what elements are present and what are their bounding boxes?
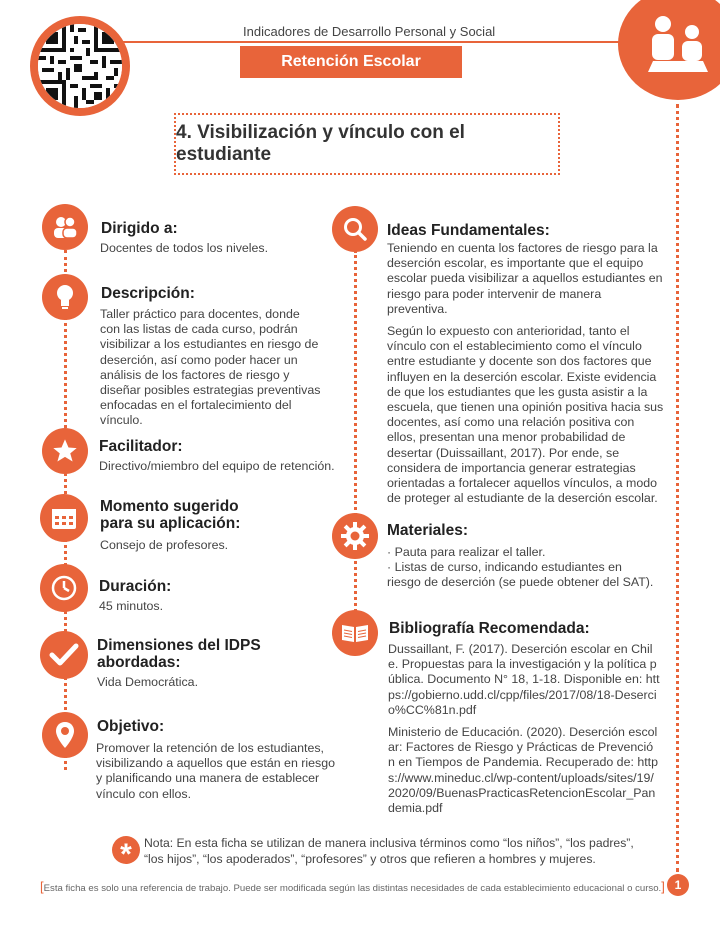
momento-body: Consejo de profesores. (100, 538, 229, 552)
dirigido-title: Dirigido a: (101, 220, 178, 237)
note-line-1: Nota: En esta ficha se utilizan de manera inclusiva términos como “los niños”, “los padres”, (144, 836, 634, 850)
ideas-title: Ideas Fundamentales: (387, 222, 550, 239)
header-subtitle: Indicadores de Desarrollo Personal y Social (243, 24, 496, 39)
right-column-dots (354, 250, 357, 630)
ideas-paragraph-1: Teniendo en cuenta los factores de riesgo para la deserción escolar, es importante que el equipo escolar pueda visibilizar a aquellos estudiantes en riesgo para poder intervenir de manera preventiva. (387, 241, 663, 316)
star-icon (42, 428, 88, 474)
materiales-title: Materiales: (387, 522, 468, 539)
qr-code (30, 16, 130, 116)
family-icon (643, 14, 713, 74)
search-icon (332, 206, 378, 252)
header-banner-text: Retención Escolar (281, 53, 421, 70)
footer-disclaimer (40, 879, 665, 894)
footer-text: Esta ficha es solo una referencia de trabajo. Puede ser modificada según las distintas necesidades de cada establecimiento educacional o curso. (43, 883, 662, 894)
materiales-item-1: · Pauta para realizar el taller. (387, 545, 546, 559)
gear-icon (332, 513, 378, 559)
users-icon (42, 204, 88, 250)
header-banner (240, 46, 462, 78)
asterisk-symbol: * (120, 838, 132, 871)
page-number: 1 (667, 874, 689, 896)
footer-bracket-close: ] (661, 879, 665, 894)
duracion-title: Duración: (99, 578, 172, 595)
descripcion-body: Taller práctico para docentes, donde con las listas de cada curso, podrán visibilizar a los estudiantes en riesgo de deserción, así como poder hacer un análisis de los factores de riesgo y diseñar posibles estrategias preventivas enfocadas en el fortalecimiento del vínculo. (100, 307, 321, 428)
bibliografia-ref-2: Ministerio de Educación. (2020). Deserción escolar: Factores de Riesgo y Prácticas de Prevención en Tiempos de Pandemia. Recuperado de: https://www.mineduc.cl/wp-content/uploads/sites/19/2020/09/BuenasPracticasRetencionEscolar_Pandemia.pdf (388, 725, 659, 816)
footer-bracket-open: [ (40, 879, 44, 894)
calendar-icon (40, 494, 88, 542)
momento-title-1: Momento sugerido (100, 498, 239, 515)
ideas-paragraph-2: Según lo expuesto con anterioridad, tanto el vínculo con el establecimiento como el vínculo entre estudiante y docente son dos factores que influyen en la deserción escolar. Existe evidencia de que los estudiantes que les gusta asistir a la escuela, que tienen una opinión positiva hacia sus docentes, así como una relación positiva con ellos, presentan una menor probabilidad de desertar (Duissaillant, 2017). Por ende, se considera de importancia generar estrategias orientadas a fortalecer aquellos vínculos, a modo de proteger al estudiante de la deserción escolar. (387, 324, 664, 506)
clock-icon (40, 564, 88, 612)
location-pin-icon (42, 712, 88, 758)
dimensiones-title-1: Dimensiones del IDPS (97, 637, 261, 654)
facilitador-title: Facilitador: (99, 438, 183, 455)
asterisk-icon (112, 836, 140, 871)
qr-code-pattern (38, 24, 122, 108)
objetivo-title: Objetivo: (97, 718, 165, 735)
title-box (174, 113, 560, 175)
duracion-body: 45 minutos. (99, 599, 164, 613)
facilitador-body: Directivo/miembro del equipo de retención. (99, 459, 335, 473)
checkmark-icon (40, 631, 88, 679)
descripcion-title: Descripción: (101, 285, 195, 302)
header-rule (100, 41, 630, 43)
dirigido-body: Docentes de todos los niveles. (100, 241, 269, 255)
materiales-item-2: · Listas de curso, indicando estudiantes en riesgo de deserción (se puede obtener del SAT). (387, 560, 654, 590)
right-border-dots (676, 104, 679, 872)
objetivo-body: Promover la retención de los estudiantes, visibilizando a aquellos que están en riesgo y planificando una manera de establecer vínculo con ellos. (96, 741, 336, 801)
dimensiones-title-2: abordadas: (97, 654, 181, 671)
family-icon-badge (618, 0, 720, 100)
momento-title-2: para su aplicación: (100, 515, 241, 532)
bibliografia-ref-1: Dussaillant, F. (2017). Deserción escolar en Chile. Propuestas para la investigación y la política pública. Documento N° 18, 1-18. Disponible en: https://gobierno.udd.cl/cpp/files/2017/08/18-Desercio%CC%81n.pdf (388, 642, 660, 717)
dimensiones-body: Vida Democrática. (97, 675, 199, 689)
bibliografia-title: Bibliografía Recomendada: (389, 620, 590, 637)
book-icon (332, 610, 378, 656)
lightbulb-icon (42, 274, 88, 320)
note-line-2: “los hijos”, “los apoderados”, “profesores” y otros que refieren a hombres y mujeres. (144, 852, 596, 866)
page-title: 4. Visibilización y vínculo con el estudiante (176, 122, 465, 165)
